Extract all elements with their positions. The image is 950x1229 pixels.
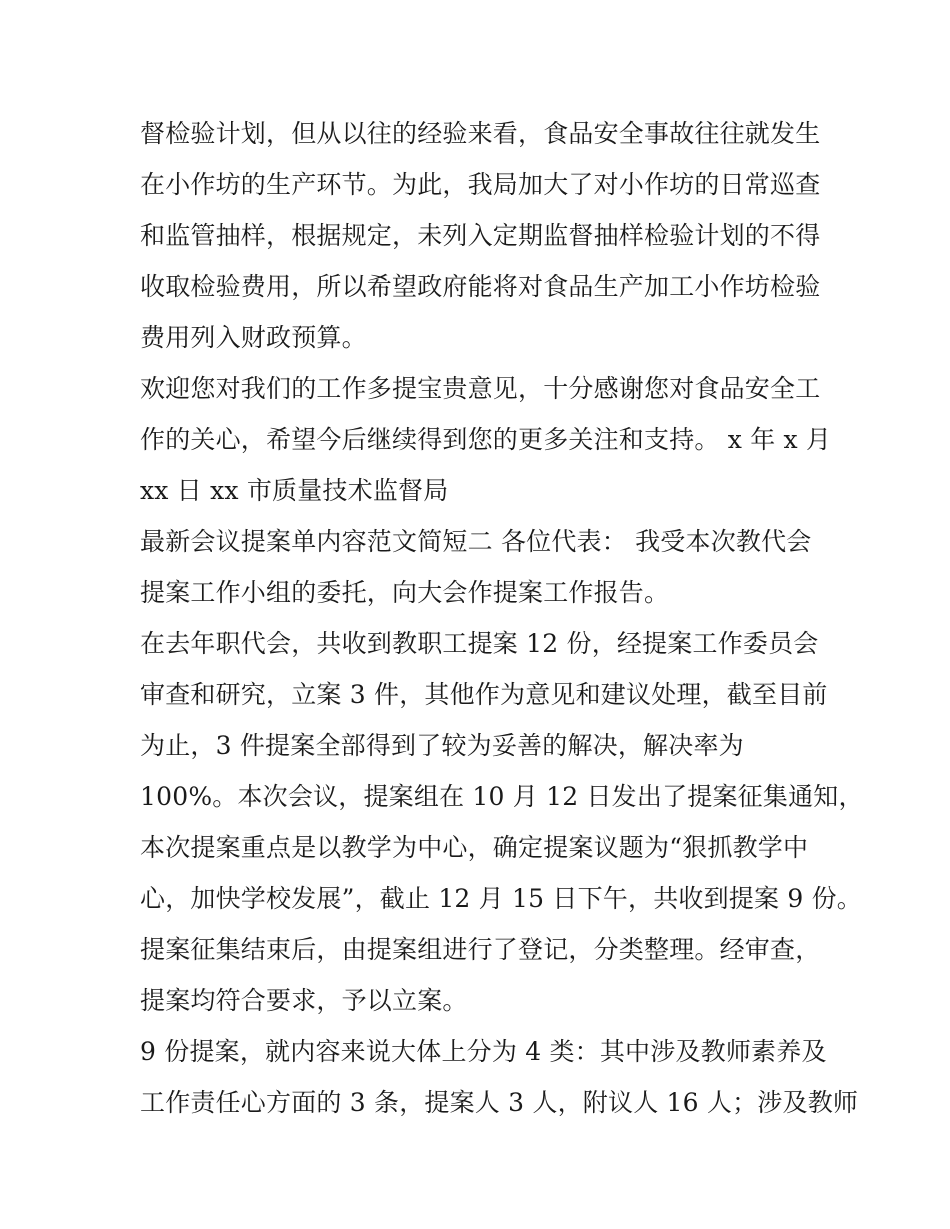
text-line: 为止，3 件提案全部得到了较为妥善的解决，解决率为 [140, 731, 744, 760]
text-line: 欢迎您对我们的工作多提宝贵意见，十分感谢您对食品安全工 [140, 374, 821, 403]
text-line: 作的关心，希望今后继续得到您的更多关注和支持。 x 年 x 月 [140, 425, 832, 454]
text-line: 在去年职代会，共收到教职工提案 12 份，经提案工作委员会 [140, 629, 819, 658]
text-line: 收取检验费用，所以希望政府能将对食品生产加工小作坊检验 [140, 272, 821, 301]
text-line: xx 日 xx 市质量技术监督局 [140, 476, 449, 505]
text-line: 100%。本次会议，提案组在 10 月 12 日发出了提案征集通知， [140, 782, 864, 811]
document-body [140, 108, 864, 1128]
text-line: 工作责任心方面的 3 条，提案人 3 人，附议人 16 人；涉及教师 [140, 1088, 859, 1117]
text-line: 心，加快学校发展”，截止 12 月 15 日下午，共收到提案 9 份。 [140, 884, 862, 913]
text-line: 督检验计划，但从以往的经验来看，食品安全事故往往就发生 [140, 119, 821, 148]
text-line: 在小作坊的生产环节。为此，我局加大了对小作坊的日常巡查 [140, 170, 821, 199]
text-line: 9 份提案，就内容来说大体上分为 4 类：其中涉及教师素养及 [140, 1037, 827, 1066]
text-line: 提案均符合要求，予以立案。 [140, 986, 468, 1015]
text-line: 本次提案重点是以教学为中心，确定提案议题为“狠抓教学中 [140, 833, 809, 862]
text-line: 和监管抽样，根据规定，未列入定期监督抽样检验计划的不得 [140, 221, 821, 250]
text-line: 最新会议提案单内容范文简短二 各位代表： 我受本次教代会 [140, 527, 812, 556]
text-line: 审查和研究，立案 3 件，其他作为意见和建议处理，截至目前 [140, 680, 828, 709]
text-line: 提案工作小组的委托，向大会作提案工作报告。 [140, 578, 670, 607]
text-line: 费用列入财政预算。 [140, 323, 367, 352]
text-line: 提案征集结束后，由提案组进行了登记，分类整理。经审查， [140, 935, 821, 964]
